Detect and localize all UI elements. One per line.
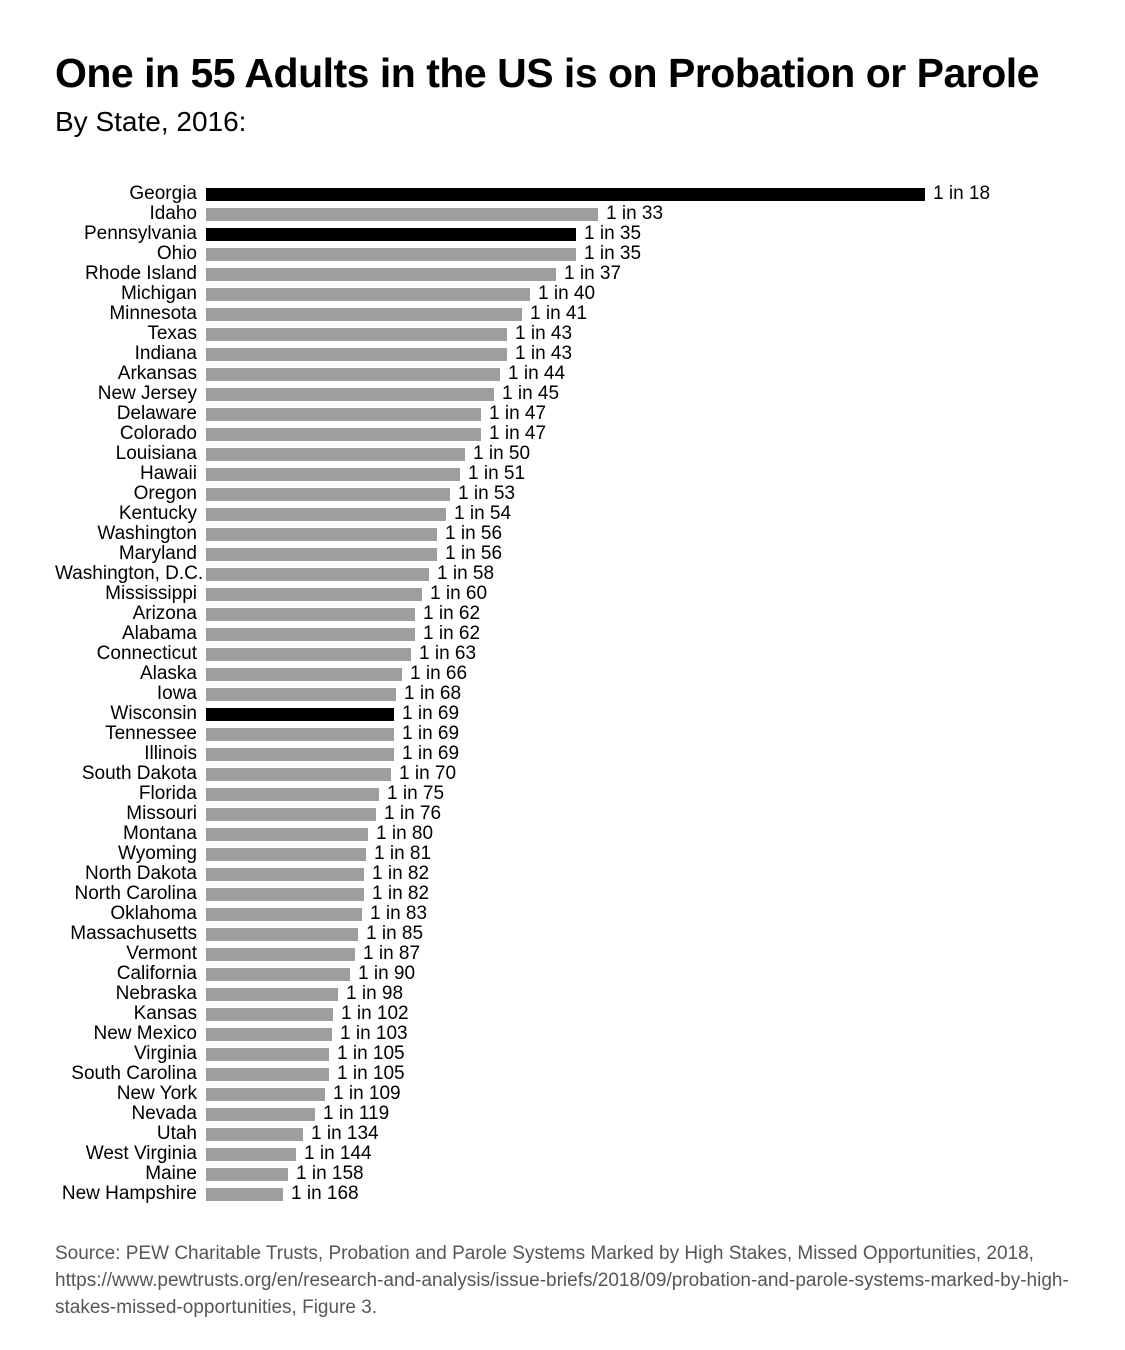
bar	[206, 428, 481, 441]
state-label: North Dakota	[85, 863, 197, 885]
bar	[206, 248, 576, 261]
value-label: 1 in 45	[502, 383, 560, 405]
bar	[206, 1028, 332, 1041]
chart-row	[55, 224, 1070, 244]
chart-row	[55, 1124, 1070, 1144]
value-label: 1 in 60	[430, 583, 488, 605]
chart-row	[55, 544, 1070, 564]
value-label: 1 in 51	[468, 463, 526, 485]
bar	[206, 888, 364, 901]
chart-row	[55, 264, 1070, 284]
bar-chart	[55, 184, 1070, 1204]
state-label: Colorado	[119, 423, 197, 445]
bar-group	[206, 604, 480, 624]
state-label: Nevada	[131, 1103, 197, 1125]
chart-row	[55, 484, 1070, 504]
state-label: Maryland	[118, 543, 197, 565]
state-label: Tennessee	[105, 723, 197, 745]
value-label: 1 in 63	[419, 643, 477, 665]
chart-row	[55, 924, 1070, 944]
bar	[206, 1128, 303, 1141]
chart-row	[55, 444, 1070, 464]
bar-group	[206, 944, 420, 964]
bar	[206, 708, 394, 721]
bar	[206, 188, 925, 201]
value-label: 1 in 82	[372, 863, 430, 885]
bar-group	[206, 664, 467, 684]
value-label: 1 in 82	[372, 883, 430, 905]
bar	[206, 648, 411, 661]
chart-title: One in 55 Adults in the US is on Probation or Parole	[55, 50, 1039, 96]
bar-group	[206, 584, 487, 604]
value-label: 1 in 47	[489, 423, 547, 445]
value-label: 1 in 43	[515, 323, 573, 345]
value-label: 1 in 41	[530, 303, 588, 325]
value-label: 1 in 68	[404, 683, 462, 705]
chart-row	[55, 624, 1070, 644]
value-label: 1 in 18	[933, 183, 991, 205]
bar	[206, 788, 379, 801]
bar-group	[206, 1064, 405, 1084]
bar-group	[206, 864, 429, 884]
value-label: 1 in 62	[423, 623, 481, 645]
chart-row	[55, 364, 1070, 384]
bar-group	[206, 444, 530, 464]
value-label: 1 in 33	[606, 203, 664, 225]
bar-group	[206, 1004, 409, 1024]
bar	[206, 688, 396, 701]
bar-group	[206, 184, 990, 204]
bar-group	[206, 784, 444, 804]
chart-row	[55, 504, 1070, 524]
chart-row	[55, 1004, 1070, 1024]
state-label: New Jersey	[97, 383, 197, 405]
value-label: 1 in 75	[387, 783, 445, 805]
value-label: 1 in 43	[515, 343, 573, 365]
value-label: 1 in 103	[340, 1023, 408, 1045]
state-label: Washington	[97, 523, 197, 545]
bar-group	[206, 284, 595, 304]
chart-row	[55, 304, 1070, 324]
bar	[206, 408, 481, 421]
bar	[206, 988, 338, 1001]
bar-group	[206, 524, 502, 544]
bar-group	[206, 1024, 408, 1044]
bar	[206, 228, 576, 241]
value-label: 1 in 53	[458, 483, 516, 505]
state-label: Ohio	[156, 243, 197, 265]
value-label: 1 in 134	[311, 1123, 379, 1145]
value-label: 1 in 85	[366, 923, 424, 945]
bar-group	[206, 424, 546, 444]
bar	[206, 868, 364, 881]
chart-row	[55, 604, 1070, 624]
bar-group	[206, 964, 415, 984]
state-label: Oklahoma	[110, 903, 197, 925]
chart-row	[55, 1164, 1070, 1184]
source-line: stakes-missed-opportunities, Figure 3.	[55, 1297, 378, 1319]
bar	[206, 328, 507, 341]
value-label: 1 in 119	[323, 1103, 390, 1125]
value-label: 1 in 105	[337, 1043, 405, 1065]
state-label: California	[116, 963, 197, 985]
state-label: Washington, D.C.	[55, 563, 204, 585]
state-label: Utah	[156, 1123, 197, 1145]
bar-group	[206, 804, 441, 824]
value-label: 1 in 81	[374, 843, 432, 865]
chart-row	[55, 1084, 1070, 1104]
value-label: 1 in 76	[384, 803, 442, 825]
chart-row	[55, 324, 1070, 344]
state-label: New Hampshire	[61, 1183, 197, 1205]
bar-group	[206, 1124, 379, 1144]
value-label: 1 in 80	[376, 823, 434, 845]
bar	[206, 1168, 288, 1181]
value-label: 1 in 98	[346, 983, 404, 1005]
bar	[206, 448, 465, 461]
chart-row	[55, 584, 1070, 604]
bar	[206, 528, 437, 541]
chart-row	[55, 804, 1070, 824]
value-label: 1 in 37	[564, 263, 622, 285]
bar-group	[206, 464, 525, 484]
bar-group	[206, 204, 663, 224]
state-label: Rhode Island	[85, 263, 197, 285]
value-label: 1 in 56	[445, 523, 503, 545]
value-label: 1 in 40	[538, 283, 596, 305]
bar-group	[206, 404, 546, 424]
state-label: Hawaii	[139, 463, 197, 485]
state-label: Iowa	[156, 683, 197, 705]
state-label: Minnesota	[109, 303, 197, 325]
chart-row	[55, 1064, 1070, 1084]
chart-row	[55, 344, 1070, 364]
value-label: 1 in 90	[358, 963, 416, 985]
chart-row	[55, 284, 1070, 304]
bar-group	[206, 504, 511, 524]
chart-row	[55, 564, 1070, 584]
value-label: 1 in 62	[423, 603, 481, 625]
state-label: Louisiana	[115, 443, 197, 465]
bar	[206, 808, 376, 821]
value-label: 1 in 35	[584, 223, 642, 245]
chart-row	[55, 664, 1070, 684]
bar-group	[206, 484, 515, 504]
bar	[206, 588, 422, 601]
state-label: Kentucky	[118, 503, 197, 525]
chart-row	[55, 184, 1070, 204]
bar	[206, 268, 556, 281]
bar	[206, 468, 460, 481]
state-label: Michigan	[120, 283, 197, 305]
bar-group	[206, 1184, 359, 1204]
state-label: New Mexico	[93, 1023, 197, 1045]
bar	[206, 728, 394, 741]
bar	[206, 1108, 315, 1121]
state-label: Connecticut	[96, 643, 197, 665]
chart-row	[55, 404, 1070, 424]
state-label: Delaware	[116, 403, 197, 425]
bar-group	[206, 244, 641, 264]
bar-group	[206, 344, 572, 364]
state-label: Massachusetts	[70, 923, 197, 945]
state-label: Maine	[145, 1163, 197, 1185]
value-label: 1 in 70	[399, 763, 457, 785]
bar-group	[206, 744, 459, 764]
value-label: 1 in 168	[291, 1183, 359, 1205]
bar-group	[206, 724, 459, 744]
bar	[206, 628, 415, 641]
bar	[206, 1188, 283, 1201]
bar	[206, 508, 446, 521]
value-label: 1 in 144	[304, 1143, 372, 1165]
chart-row	[55, 824, 1070, 844]
chart-row	[55, 744, 1070, 764]
state-label: Alaska	[139, 663, 197, 685]
chart-row	[55, 1184, 1070, 1204]
state-label: Virginia	[133, 1043, 197, 1065]
chart-row	[55, 464, 1070, 484]
chart-row	[55, 644, 1070, 664]
bar-group	[206, 904, 427, 924]
chart-row	[55, 844, 1070, 864]
bar-group	[206, 544, 502, 564]
value-label: 1 in 35	[584, 243, 642, 265]
state-label: Pennsylvania	[83, 223, 197, 245]
bar-group	[206, 884, 429, 904]
state-label: Alabama	[122, 623, 197, 645]
bar-group	[206, 1144, 372, 1164]
bar	[206, 1088, 325, 1101]
state-label: Vermont	[126, 943, 197, 965]
value-label: 1 in 47	[489, 403, 547, 425]
state-label: Kansas	[133, 1003, 197, 1025]
bar	[206, 368, 500, 381]
bar	[206, 1048, 329, 1061]
state-label: Florida	[138, 783, 197, 805]
chart-row	[55, 244, 1070, 264]
bar	[206, 488, 450, 501]
bar-group	[206, 1044, 405, 1064]
bar	[206, 668, 402, 681]
bar-group	[206, 304, 587, 324]
bar	[206, 828, 368, 841]
state-label: Arizona	[132, 603, 197, 625]
chart-row	[55, 524, 1070, 544]
value-label: 1 in 69	[402, 723, 460, 745]
bar-group	[206, 1104, 389, 1124]
bar	[206, 288, 530, 301]
chart-row	[55, 684, 1070, 704]
bar	[206, 348, 507, 361]
state-label: Georgia	[129, 183, 197, 205]
value-label: 1 in 66	[410, 663, 468, 685]
chart-row	[55, 704, 1070, 724]
bar-group	[206, 564, 494, 584]
chart-row	[55, 784, 1070, 804]
chart-row	[55, 884, 1070, 904]
value-label: 1 in 69	[402, 743, 460, 765]
bar	[206, 768, 391, 781]
chart-row	[55, 384, 1070, 404]
bar-group	[206, 824, 433, 844]
bar-group	[206, 264, 621, 284]
state-label: Mississippi	[105, 583, 197, 605]
chart-row	[55, 1104, 1070, 1124]
value-label: 1 in 54	[454, 503, 512, 525]
value-label: 1 in 158	[296, 1163, 364, 1185]
bar	[206, 908, 362, 921]
chart-row	[55, 984, 1070, 1004]
bar-group	[206, 624, 480, 644]
bar	[206, 608, 415, 621]
bar	[206, 848, 366, 861]
bar	[206, 1148, 296, 1161]
state-label: New York	[116, 1083, 197, 1105]
value-label: 1 in 105	[337, 1063, 405, 1085]
bar-group	[206, 704, 459, 724]
chart-row	[55, 1044, 1070, 1064]
bar-group	[206, 984, 403, 1004]
value-label: 1 in 44	[508, 363, 566, 385]
chart-row	[55, 964, 1070, 984]
bar	[206, 928, 358, 941]
state-label: Indiana	[134, 343, 197, 365]
chart-row	[55, 724, 1070, 744]
value-label: 1 in 56	[445, 543, 503, 565]
bar	[206, 208, 598, 221]
state-label: Wyoming	[117, 843, 197, 865]
state-label: Nebraska	[115, 983, 197, 1005]
state-label: Missouri	[126, 803, 197, 825]
value-label: 1 in 109	[333, 1083, 401, 1105]
chart-row	[55, 944, 1070, 964]
value-label: 1 in 87	[363, 943, 421, 965]
bar	[206, 388, 494, 401]
chart-row	[55, 864, 1070, 884]
state-label: South Carolina	[71, 1063, 197, 1085]
bar-group	[206, 224, 641, 244]
bar	[206, 968, 350, 981]
chart-row	[55, 764, 1070, 784]
state-label: Montana	[123, 823, 197, 845]
source-note	[55, 1240, 1070, 1321]
bar-group	[206, 844, 431, 864]
chart-row	[55, 1144, 1070, 1164]
state-label: Oregon	[133, 483, 197, 505]
source-line: https://www.pewtrusts.org/en/research-and-analysis/issue-briefs/2018/09/probation-and-parole-systems-marked-by-high-	[55, 1270, 1069, 1292]
bar-group	[206, 324, 572, 344]
state-label: West Virginia	[85, 1143, 197, 1165]
source-line: Source: PEW Charitable Trusts, Probation and Parole Systems Marked by High Stakes, Missed Opportunities, 2018,	[55, 1243, 1034, 1265]
bar-group	[206, 764, 456, 784]
bar	[206, 1008, 333, 1021]
chart-row	[55, 204, 1070, 224]
value-label: 1 in 50	[473, 443, 531, 465]
state-label: Idaho	[149, 203, 197, 225]
state-label: Texas	[147, 323, 197, 345]
value-label: 1 in 58	[437, 563, 495, 585]
bar	[206, 548, 437, 561]
bar-group	[206, 384, 559, 404]
bar-group	[206, 1084, 401, 1104]
bar	[206, 1068, 329, 1081]
bar	[206, 748, 394, 761]
value-label: 1 in 83	[370, 903, 428, 925]
chart-subtitle: By State, 2016:	[55, 106, 247, 138]
bar-group	[206, 1164, 364, 1184]
state-label: Arkansas	[117, 363, 197, 385]
chart-row	[55, 904, 1070, 924]
chart-row	[55, 1024, 1070, 1044]
bar-group	[206, 364, 565, 384]
state-label: Illinois	[144, 743, 197, 765]
bar	[206, 568, 429, 581]
value-label: 1 in 102	[341, 1003, 409, 1025]
bar	[206, 948, 355, 961]
chart-row	[55, 424, 1070, 444]
bar-group	[206, 684, 461, 704]
state-label: Wisconsin	[110, 703, 197, 725]
state-label: South Dakota	[81, 763, 197, 785]
value-label: 1 in 69	[402, 703, 460, 725]
bar	[206, 308, 522, 321]
state-label: North Carolina	[74, 883, 197, 905]
bar-group	[206, 924, 423, 944]
bar-group	[206, 644, 476, 664]
